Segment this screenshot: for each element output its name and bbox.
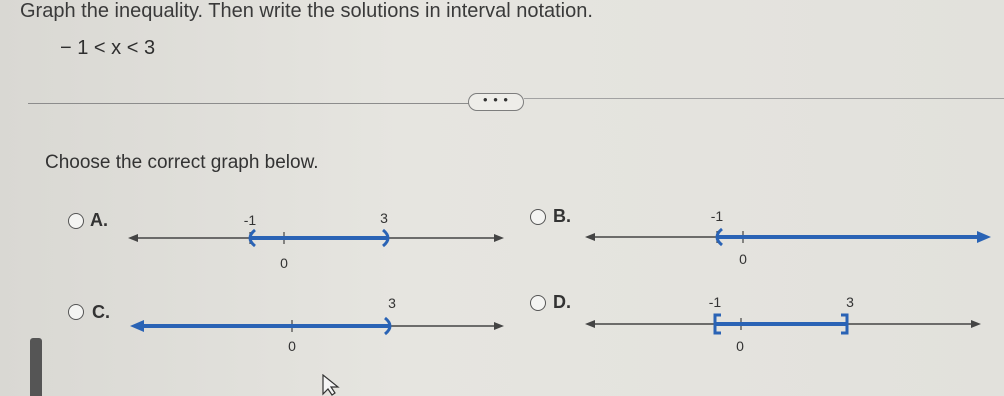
radio-option-c[interactable]	[68, 304, 84, 320]
divider-line	[28, 103, 470, 104]
option-b-label: B.	[553, 206, 571, 226]
tick-label-zero: 0	[288, 338, 296, 354]
mouse-cursor-icon	[322, 374, 342, 396]
tick-label-zero: 0	[736, 338, 744, 354]
tick-label-neg1: -1	[710, 208, 724, 224]
instruction-text: Graph the inequality. Then write the solutions in interval notation.	[20, 0, 593, 22]
option-d-label: D.	[553, 292, 571, 312]
radio-option-d[interactable]	[530, 295, 546, 311]
tick-label-3: 3	[388, 295, 396, 311]
tick-label-neg1: -1	[243, 212, 257, 228]
tick-label-neg1: -1	[708, 294, 722, 310]
option-d-graph[interactable]	[585, 288, 985, 358]
option-b-graph[interactable]	[585, 200, 997, 270]
choice-prompt: Choose the correct graph below.	[45, 152, 319, 173]
expand-more-button[interactable]: • • •	[468, 93, 524, 111]
option-a-label: A.	[90, 210, 108, 230]
scrollbar-handle[interactable]	[30, 338, 42, 396]
tick-label-3: 3	[846, 294, 854, 310]
option-c-graph[interactable]	[128, 292, 508, 362]
option-c-label: C.	[92, 302, 110, 322]
radio-option-b[interactable]	[530, 209, 546, 225]
tick-label-zero: 0	[739, 251, 747, 267]
inequality-expression: − 1 < x < 3	[60, 37, 156, 59]
tick-label-3: 3	[380, 210, 388, 226]
option-a-graph[interactable]	[128, 204, 508, 274]
radio-option-a[interactable]	[68, 213, 84, 229]
divider-line	[524, 98, 1004, 99]
tick-label-zero: 0	[280, 255, 288, 271]
